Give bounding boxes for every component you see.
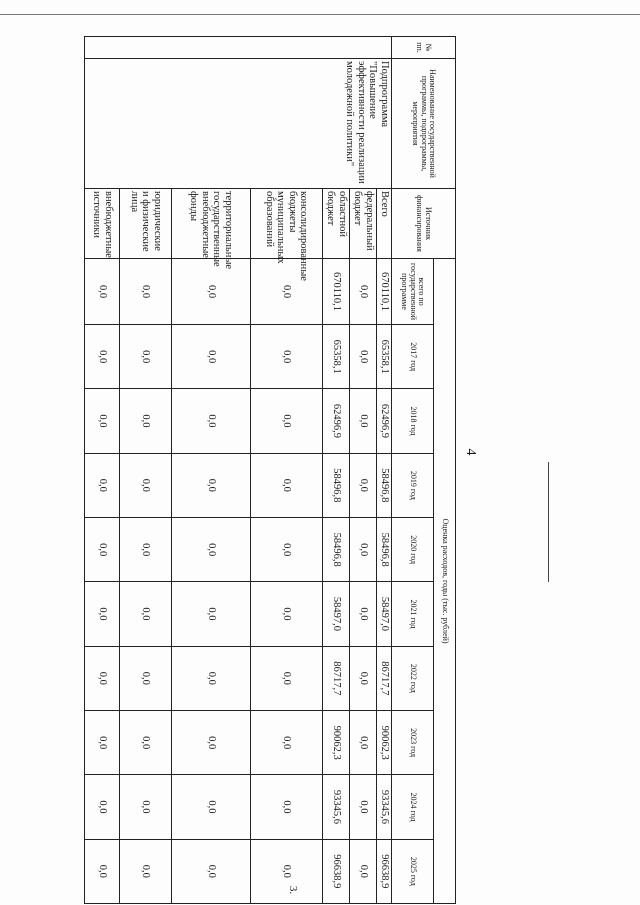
value-cell: 0,0 [120, 325, 172, 389]
source-cell: консолидированные бюджеты муниципальных образований [250, 189, 322, 259]
page-number: 4 [463, 448, 478, 456]
value-cell: 0,0 [171, 775, 250, 839]
value-cell: 0,0 [349, 710, 376, 774]
table-body [85, 37, 392, 904]
value-cell: 96638,9 [322, 839, 349, 903]
value-cell: 0,0 [171, 710, 250, 774]
value-cell: 0,0 [250, 517, 322, 581]
value-cell: 0,0 [349, 453, 376, 517]
rotated-table-container [84, 36, 456, 904]
value-cell: 0,0 [349, 839, 376, 903]
value-cell: 0,0 [349, 517, 376, 581]
total-cell: 0,0 [250, 259, 322, 325]
value-cell: 0,0 [120, 517, 172, 581]
value-cell: 0,0 [250, 839, 322, 903]
value-cell: 0,0 [120, 710, 172, 774]
value-cell: 0,0 [250, 325, 322, 389]
value-cell: 0,0 [349, 775, 376, 839]
value-cell: 0,0 [85, 389, 120, 453]
header-year: 2017 год [392, 325, 434, 389]
value-cell: 0,0 [171, 325, 250, 389]
value-cell: 58497,0 [322, 582, 349, 646]
value-cell: 0,0 [85, 710, 120, 774]
value-cell: 0,0 [349, 646, 376, 710]
value-cell: 0,0 [85, 453, 120, 517]
value-cell: 62496,9 [322, 389, 349, 453]
value-cell: 58496,8 [376, 453, 391, 517]
header-year: 2020 год [392, 517, 434, 581]
header-total: всего по государственной программе [392, 259, 434, 325]
header-year: 2018 год [392, 389, 434, 453]
total-cell: 0,0 [85, 259, 120, 325]
value-cell: 65358,1 [376, 325, 391, 389]
value-cell: 0,0 [171, 517, 250, 581]
total-cell: 0,0 [171, 259, 250, 325]
value-cell: 58496,8 [322, 453, 349, 517]
value-cell: 0,0 [120, 775, 172, 839]
source-cell: территориальные государственные внебюджетные фонды [171, 189, 250, 259]
value-cell: 0,0 [250, 646, 322, 710]
value-cell: 96638,9 [376, 839, 391, 903]
value-cell: 0,0 [171, 582, 250, 646]
value-cell: 0,0 [120, 839, 172, 903]
value-cell: 62496,9 [376, 389, 391, 453]
total-cell: 670110,1 [322, 259, 349, 325]
value-cell: 93345,6 [376, 775, 391, 839]
row-marker: 3. [287, 885, 299, 895]
header-num: № пп. [392, 37, 456, 59]
value-cell: 0,0 [250, 582, 322, 646]
source-cell: внебюджетные источники [85, 189, 120, 259]
stray-mark [548, 462, 549, 582]
value-cell: 0,0 [349, 389, 376, 453]
header-estimate: Оценка расходов, годы (тыс. рублей) [434, 259, 456, 904]
value-cell: 65358,1 [322, 325, 349, 389]
value-cell: 0,0 [349, 582, 376, 646]
value-cell: 0,0 [120, 646, 172, 710]
header-year: 2025 год [392, 839, 434, 903]
total-cell: 0,0 [120, 259, 172, 325]
value-cell: 0,0 [85, 646, 120, 710]
header-year: 2019 год [392, 453, 434, 517]
table-row [376, 37, 391, 904]
value-cell: 0,0 [349, 325, 376, 389]
value-cell: 0,0 [85, 517, 120, 581]
value-cell: 0,0 [250, 775, 322, 839]
value-cell: 58497,0 [376, 582, 391, 646]
header-year: 2023 год [392, 710, 434, 774]
value-cell: 90062,3 [376, 710, 391, 774]
header-year: 2022 год [392, 646, 434, 710]
value-cell: 0,0 [250, 710, 322, 774]
value-cell: 58496,8 [322, 517, 349, 581]
value-cell: 86717,7 [322, 646, 349, 710]
header-year: 2024 год [392, 775, 434, 839]
source-cell: областной бюджет [322, 189, 349, 259]
value-cell: 86717,7 [376, 646, 391, 710]
value-cell: 0,0 [171, 389, 250, 453]
value-cell: 90062,3 [322, 710, 349, 774]
header-name: Наименование государственной программы, подпрограммы, мероприятия [392, 59, 456, 189]
total-cell: 670110,1 [376, 259, 391, 325]
value-cell: 0,0 [171, 646, 250, 710]
total-cell: 0,0 [349, 259, 376, 325]
value-cell: 0,0 [250, 453, 322, 517]
value-cell: 0,0 [120, 582, 172, 646]
row-number-cell [85, 37, 392, 59]
value-cell: 0,0 [85, 582, 120, 646]
value-cell: 0,0 [120, 389, 172, 453]
source-cell: Всего [376, 189, 391, 259]
value-cell: 58496,8 [376, 517, 391, 581]
value-cell: 0,0 [250, 389, 322, 453]
program-name-cell: Подпрограмма "Повышение эффективности реализации молодежной политики" [85, 59, 392, 189]
value-cell: 0,0 [171, 453, 250, 517]
financing-table [84, 36, 456, 904]
value-cell: 0,0 [85, 325, 120, 389]
source-cell: юридические и физические лица [120, 189, 172, 259]
value-cell: 0,0 [120, 453, 172, 517]
header-source: Источник финансирования [392, 189, 456, 259]
value-cell: 0,0 [85, 775, 120, 839]
value-cell: 93345,6 [322, 775, 349, 839]
value-cell: 0,0 [171, 839, 250, 903]
value-cell: 0,0 [85, 839, 120, 903]
header-year: 2021 год [392, 582, 434, 646]
scan-edge-line [0, 14, 640, 15]
source-cell: федеральный бюджет [349, 189, 376, 259]
